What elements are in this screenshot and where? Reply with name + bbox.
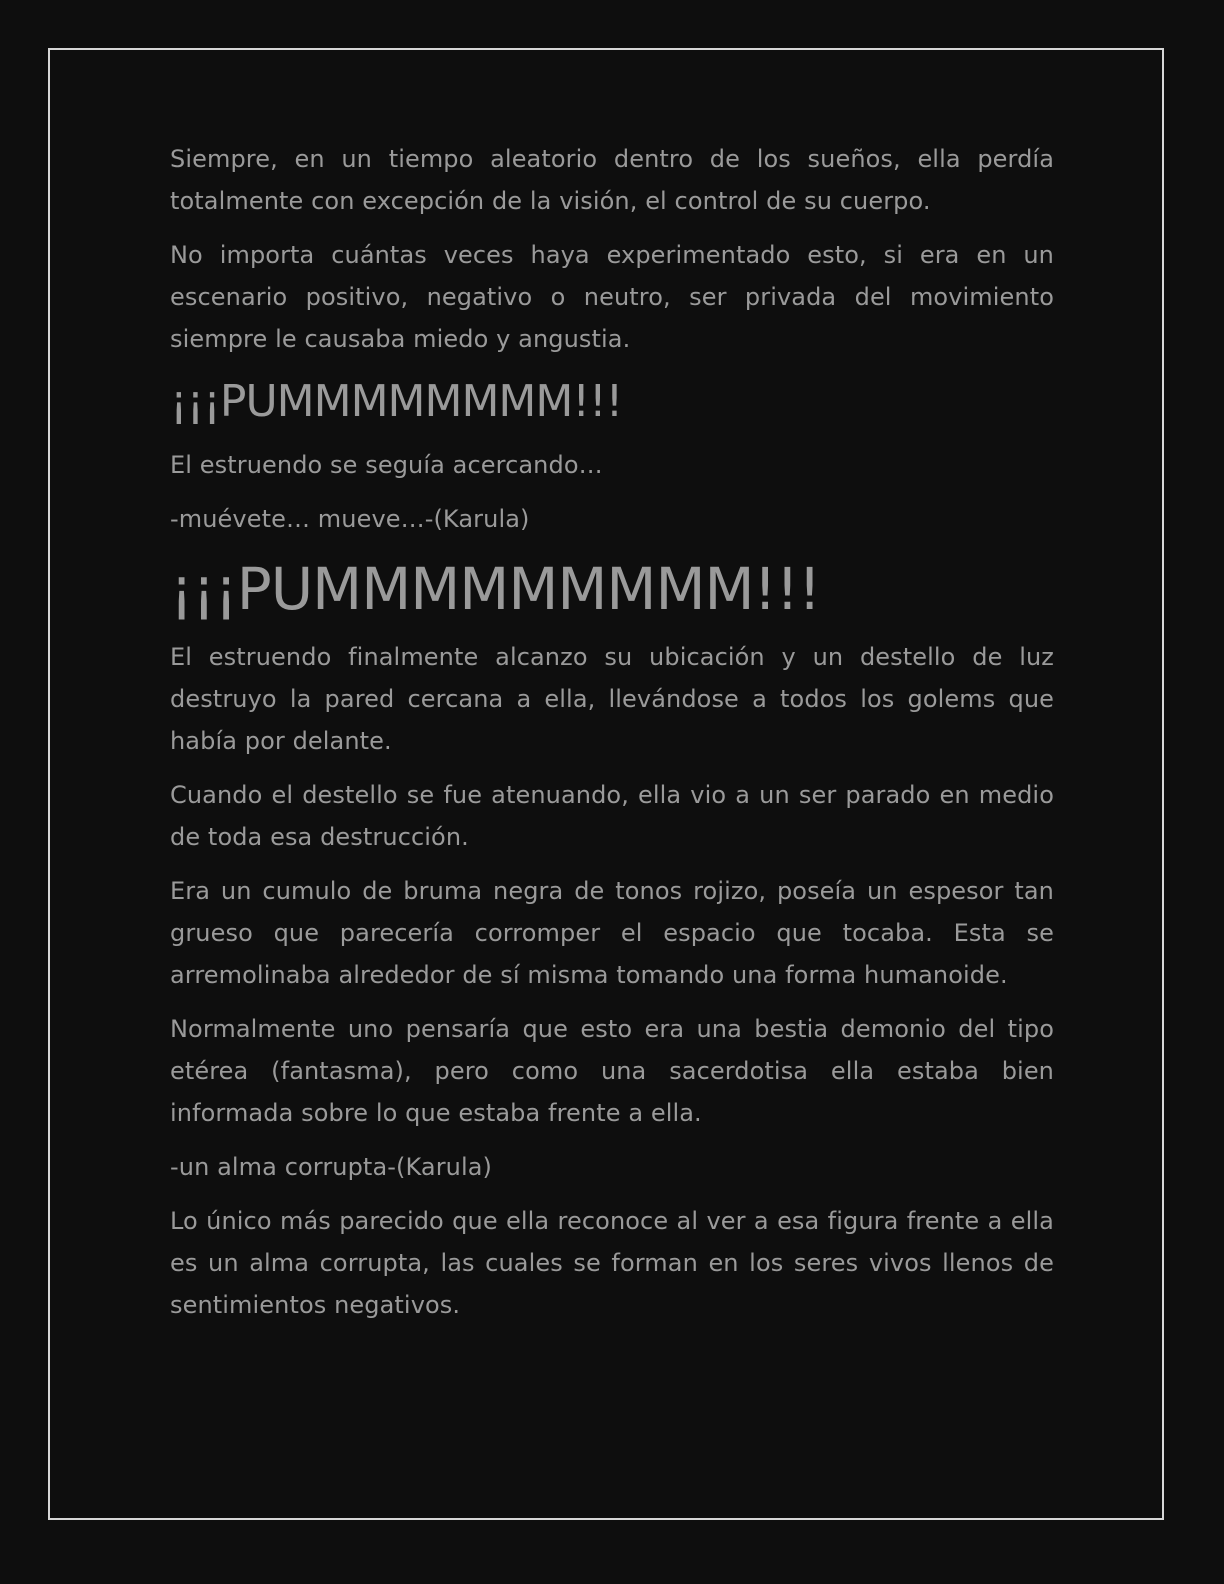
dialogue-line: -un alma corrupta-(Karula)	[170, 1153, 493, 1181]
paragraph: Lo único más parecido que ella reconoce al ver a esa figura frente a ella es un alma corrupta, las cuales se forman en los seres vivos llenos de sentimientos negativos.	[170, 1207, 1054, 1319]
paragraph: El estruendo finalmente alcanzo su ubicación y un destello de luz destruyo la pared cercana a ella, llevándose a todos los golems que había por delante.	[170, 643, 1054, 755]
paragraph: Normalmente uno pensaría que esto era una bestia demonio del tipo etérea (fantasma), pero como una sacerdotisa ella estaba bien informada sobre lo que estaba frente a ella.	[170, 1015, 1054, 1127]
story-text	[170, 138, 1054, 1338]
paragraph: Era un cumulo de bruma negra de tonos rojizo, poseía un espesor tan grueso que parecería corromper el espacio que tocaba. Esta se arremolinaba alrededor de sí misma tomando una forma humanoide.	[170, 877, 1054, 989]
sound-effect: ¡¡¡PUMMMMMMMM!!!	[170, 376, 623, 427]
paragraph: Cuando el destello se fue atenuando, ella vio a un ser parado en medio de toda esa destrucción.	[170, 781, 1054, 851]
paragraph: El estruendo se seguía acercando…	[170, 451, 603, 479]
paragraph: No importa cuántas veces haya experimentado esto, si era en un escenario positivo, negativo o neutro, ser privada del movimiento siempre le causaba miedo y angustia.	[170, 241, 1054, 353]
sound-effect-large: ¡¡¡PUMMMMMMMMM!!!	[170, 555, 821, 623]
paragraph: Siempre, en un tiempo aleatorio dentro de los sueños, ella perdía totalmente con excepción de la visión, el control de su cuerpo.	[170, 145, 1054, 215]
dialogue-line: -muévete… mueve…-(Karula)	[170, 505, 530, 533]
